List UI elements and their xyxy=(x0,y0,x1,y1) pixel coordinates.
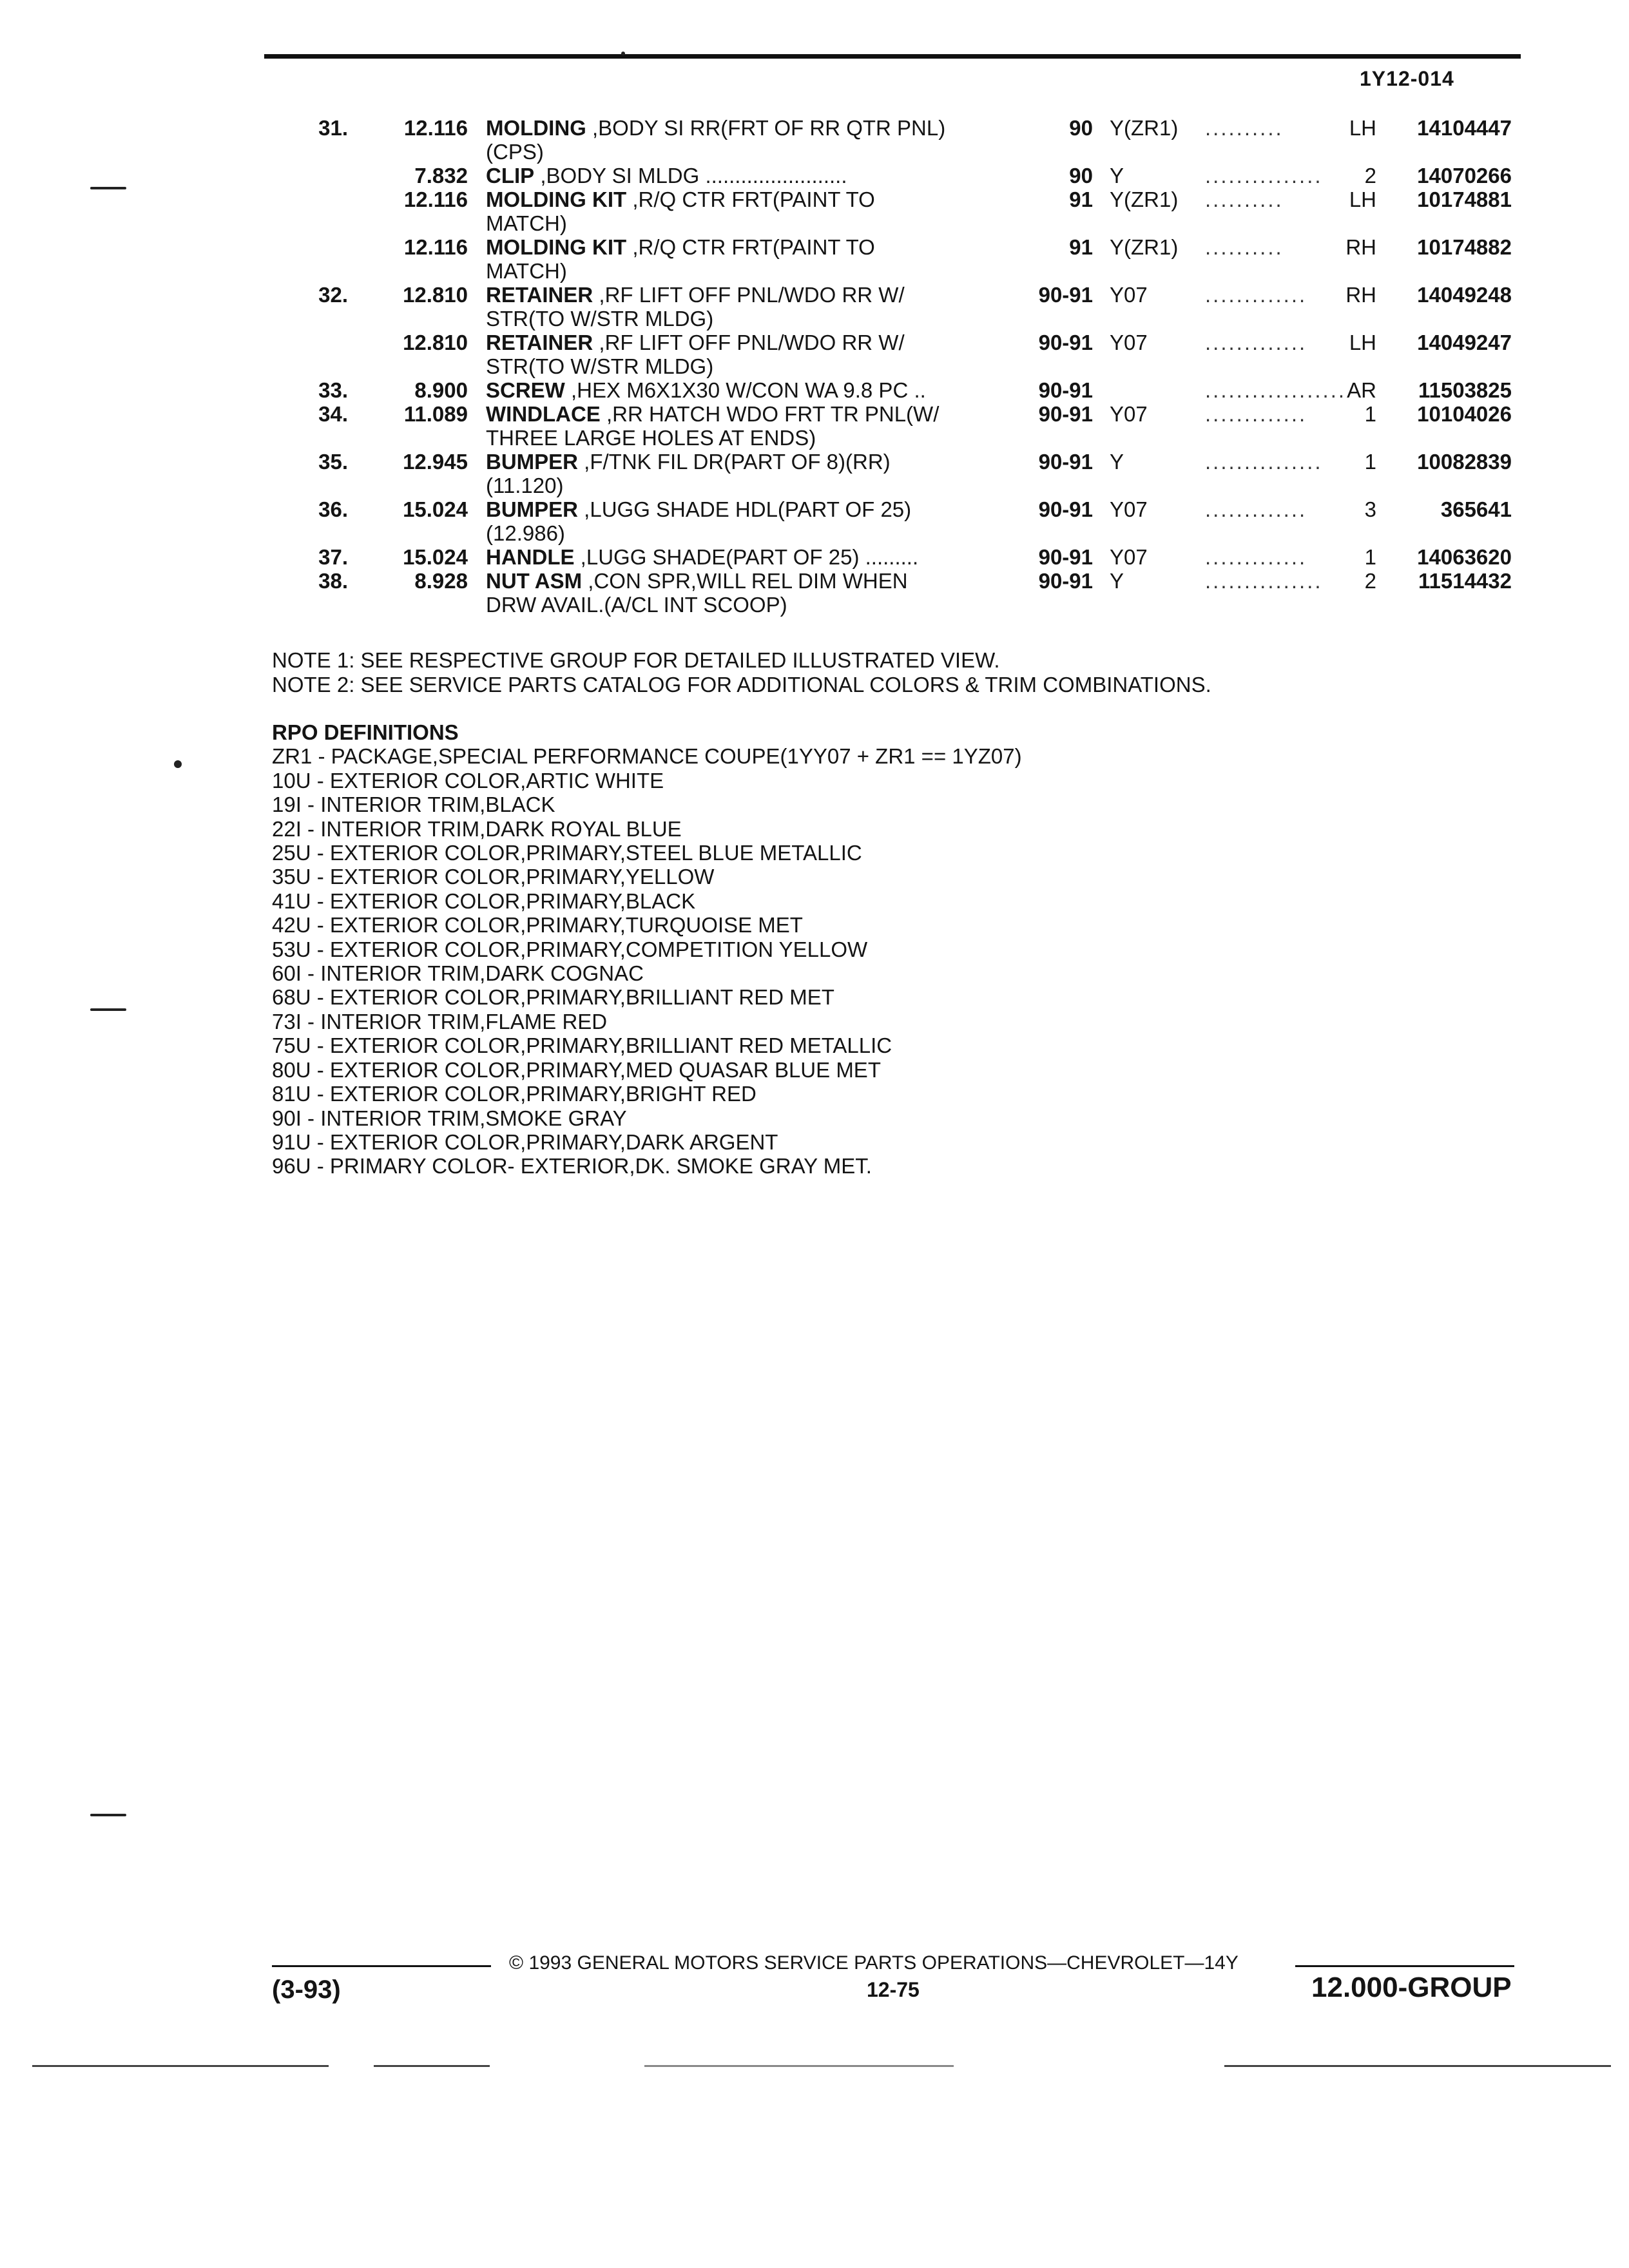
notes xyxy=(272,648,1211,697)
part-detail: ,BODY SI RR(FRT OF RR QTR PNL) xyxy=(586,116,946,140)
description xyxy=(486,378,926,402)
quantity: RH xyxy=(1345,235,1376,259)
part-detail: ,BODY SI MLDG ........................ xyxy=(534,164,847,187)
rpo-definition: 42U - EXTERIOR COLOR,PRIMARY,TURQUOISE MET xyxy=(272,913,803,937)
table-row xyxy=(0,116,1629,140)
top-rule xyxy=(264,54,1521,59)
part-number: 11514432 xyxy=(1418,569,1512,593)
table-row xyxy=(0,450,1629,474)
quantity: 3 xyxy=(1364,497,1376,521)
part-detail: ,R/Q CTR FRT(PAINT TO xyxy=(626,187,875,211)
table-row xyxy=(0,140,1629,164)
scan-mark xyxy=(174,760,182,768)
group-number: 8.928 xyxy=(414,569,468,593)
part-detail: (11.120) xyxy=(486,474,564,497)
item-number: 36. xyxy=(318,497,348,521)
bottom-rule-4 xyxy=(1224,2065,1611,2067)
rpo-code: Y07 xyxy=(1110,402,1148,426)
table-row xyxy=(0,354,1629,378)
rpo-definition: 25U - EXTERIOR COLOR,PRIMARY,STEEL BLUE METALLIC xyxy=(272,841,862,865)
part-detail: ,LUGG SHADE(PART OF 25) ......... xyxy=(574,545,919,569)
item-number: 35. xyxy=(318,450,348,474)
rpo-definitions xyxy=(272,720,1022,1178)
rpo-code: Y xyxy=(1110,569,1124,593)
part-number: 14070266 xyxy=(1417,164,1512,187)
leader-dots: ............. xyxy=(1205,497,1307,521)
part-detail: STR(TO W/STR MLDG) xyxy=(486,354,714,378)
rpo-definition: 75U - EXTERIOR COLOR,PRIMARY,BRILLIANT RED METALLIC xyxy=(272,1033,892,1058)
leader-dots: .......... xyxy=(1205,187,1284,211)
rpo-definition: 10U - EXTERIOR COLOR,ARTIC WHITE xyxy=(272,768,664,793)
part-number: 10174882 xyxy=(1417,235,1512,259)
model-years: 90 xyxy=(1069,116,1093,140)
table-row xyxy=(0,164,1629,187)
part-number: 10104026 xyxy=(1417,402,1512,426)
part-detail: STR(TO W/STR MLDG) xyxy=(486,307,714,331)
leader-dots: ............. xyxy=(1205,283,1307,307)
part-name: CLIP xyxy=(486,164,535,187)
leader-dots: ............... xyxy=(1205,450,1323,474)
group-number: 11.089 xyxy=(403,402,468,426)
table-row xyxy=(0,187,1629,211)
rpo-definition: 96U - PRIMARY COLOR- EXTERIOR,DK. SMOKE GRAY MET. xyxy=(272,1154,872,1178)
description xyxy=(486,211,567,235)
table-row xyxy=(0,474,1629,497)
rpo-code: Y(ZR1) xyxy=(1110,187,1179,211)
part-detail: ,RF LIFT OFF PNL/WDO RR W/ xyxy=(593,331,905,354)
description xyxy=(486,235,875,259)
part-detail: MATCH) xyxy=(486,211,567,235)
rpo-definition: 91U - EXTERIOR COLOR,PRIMARY,DARK ARGENT xyxy=(272,1129,778,1154)
part-detail: (12.986) xyxy=(486,521,565,545)
part-number: 14049247 xyxy=(1417,331,1512,354)
part-name: HANDLE xyxy=(486,545,575,569)
description xyxy=(486,426,816,450)
description xyxy=(486,116,945,140)
leader-dots: ............. xyxy=(1205,545,1307,569)
part-name: NUT ASM xyxy=(486,569,583,593)
quantity: 2 xyxy=(1364,164,1376,187)
rpo-definition: 53U - EXTERIOR COLOR,PRIMARY,COMPETITION YELLOW xyxy=(272,937,868,961)
part-name: BUMPER xyxy=(486,497,579,521)
description xyxy=(486,140,544,164)
quantity: 1 xyxy=(1364,545,1376,569)
part-number: 10082839 xyxy=(1417,450,1512,474)
group-number: 12.116 xyxy=(403,116,468,140)
part-name: RETAINER xyxy=(486,331,593,354)
model-years: 90-91 xyxy=(1038,331,1093,354)
part-detail: ,LUGG SHADE HDL(PART OF 25) xyxy=(578,497,912,521)
leader-dots: .................. xyxy=(1205,378,1347,402)
rpo-code: Y07 xyxy=(1110,283,1148,307)
table-row xyxy=(0,235,1629,259)
description xyxy=(486,545,918,569)
item-number: 37. xyxy=(318,545,348,569)
model-years: 90-91 xyxy=(1038,450,1093,474)
model-years: 90-91 xyxy=(1038,497,1093,521)
parts-table xyxy=(0,116,1629,617)
item-number: 33. xyxy=(318,378,348,402)
model-years: 90-91 xyxy=(1038,569,1093,593)
rpo-definition: 19I - INTERIOR TRIM,BLACK xyxy=(272,793,555,817)
model-years: 90 xyxy=(1069,164,1093,187)
model-years: 90-91 xyxy=(1038,545,1093,569)
leader-dots: ............. xyxy=(1205,402,1307,426)
table-row xyxy=(0,283,1629,307)
part-name: SCREW xyxy=(486,378,565,402)
part-detail: ,R/Q CTR FRT(PAINT TO xyxy=(626,235,875,259)
bottom-rule-2 xyxy=(374,2065,490,2067)
description xyxy=(486,259,567,283)
table-row xyxy=(0,593,1629,617)
scan-mark xyxy=(90,1008,126,1011)
quantity: LH xyxy=(1349,116,1376,140)
table-row xyxy=(0,402,1629,426)
leader-dots: ............... xyxy=(1205,569,1323,593)
group-label: 12.000-GROUP xyxy=(1311,1972,1512,2003)
rpo-code: Y07 xyxy=(1110,331,1148,354)
description xyxy=(486,307,713,331)
part-name: WINDLACE xyxy=(486,402,601,426)
table-row xyxy=(0,569,1629,593)
model-years: 91 xyxy=(1069,235,1093,259)
note-1: NOTE 1: SEE RESPECTIVE GROUP FOR DETAILED ILLUSTRATED VIEW. xyxy=(272,648,1000,672)
footer-rule-left xyxy=(272,1965,491,1967)
rpo-definition: 90I - INTERIOR TRIM,SMOKE GRAY xyxy=(272,1106,627,1130)
table-row xyxy=(0,378,1629,402)
table-row xyxy=(0,497,1629,521)
group-number: 12.810 xyxy=(403,331,468,354)
part-detail: ,CON SPR,WILL REL DIM WHEN xyxy=(582,569,908,593)
rpo-code: Y xyxy=(1110,450,1124,474)
table-row xyxy=(0,545,1629,569)
rpo-code: Y xyxy=(1110,164,1124,187)
rpo-code: Y(ZR1) xyxy=(1110,116,1179,140)
group-number: 15.024 xyxy=(403,497,468,521)
description xyxy=(486,402,939,426)
table-row xyxy=(0,521,1629,545)
group-number: 12.945 xyxy=(403,450,468,474)
description xyxy=(486,569,908,593)
group-number: 12.116 xyxy=(403,187,468,211)
rpo-definition: 80U - EXTERIOR COLOR,PRIMARY,MED QUASAR BLUE MET xyxy=(272,1057,881,1082)
part-number: 10174881 xyxy=(1417,187,1512,211)
group-number: 8.900 xyxy=(414,378,468,402)
model-years: 91 xyxy=(1069,187,1093,211)
table-row xyxy=(0,259,1629,283)
part-name: BUMPER xyxy=(486,450,579,474)
group-number: 15.024 xyxy=(403,545,468,569)
bottom-rule-1 xyxy=(32,2065,329,2067)
description xyxy=(486,450,891,474)
part-detail: THREE LARGE HOLES AT ENDS) xyxy=(486,426,816,450)
part-detail: DRW AVAIL.(A/CL INT SCOOP) xyxy=(486,593,787,617)
rpo-heading: RPO DEFINITIONS xyxy=(272,720,459,744)
quantity: 2 xyxy=(1364,569,1376,593)
leader-dots: ............... xyxy=(1205,164,1323,187)
quantity: LH xyxy=(1349,331,1376,354)
rpo-code: Y(ZR1) xyxy=(1110,235,1179,259)
page-id: 1Y12-014 xyxy=(1360,67,1454,90)
copyright: © 1993 GENERAL MOTORS SERVICE PARTS OPERATIONS—CHEVROLET—14Y xyxy=(509,1952,1239,1974)
item-number: 32. xyxy=(318,283,348,307)
description xyxy=(486,283,905,307)
part-number: 365641 xyxy=(1440,497,1512,521)
page-number: 12-75 xyxy=(867,1978,920,2001)
description xyxy=(486,187,875,211)
bottom-rule-3 xyxy=(644,2065,954,2067)
part-number: 11503825 xyxy=(1418,378,1512,402)
part-detail: ,HEX M6X1X30 W/CON WA 9.8 PC .. xyxy=(564,378,926,402)
model-years: 90-91 xyxy=(1038,283,1093,307)
description xyxy=(486,331,905,354)
table-row xyxy=(0,426,1629,450)
part-detail: MATCH) xyxy=(486,259,567,283)
table-row xyxy=(0,307,1629,331)
description xyxy=(486,497,911,521)
leader-dots: .......... xyxy=(1205,116,1284,140)
group-number: 7.832 xyxy=(414,164,468,187)
quantity: AR xyxy=(1347,378,1376,402)
quantity: 1 xyxy=(1364,402,1376,426)
description xyxy=(486,521,565,545)
table-row xyxy=(0,211,1629,235)
description xyxy=(486,474,563,497)
part-detail: ,RF LIFT OFF PNL/WDO RR W/ xyxy=(593,283,905,307)
rpo-definition: 81U - EXTERIOR COLOR,PRIMARY,BRIGHT RED xyxy=(272,1082,757,1106)
quantity: 1 xyxy=(1364,450,1376,474)
rpo-definition: 60I - INTERIOR TRIM,DARK COGNAC xyxy=(272,961,644,986)
rpo-definition: 73I - INTERIOR TRIM,FLAME RED xyxy=(272,1009,608,1033)
scan-mark xyxy=(621,52,625,55)
item-number: 31. xyxy=(318,116,348,140)
part-detail: (CPS) xyxy=(486,140,544,164)
model-years: 90-91 xyxy=(1038,402,1093,426)
note-2: NOTE 2: SEE SERVICE PARTS CATALOG FOR ADDITIONAL COLORS & TRIM COMBINATIONS. xyxy=(272,673,1211,697)
quantity: LH xyxy=(1349,187,1376,211)
part-name: MOLDING KIT xyxy=(486,235,627,259)
part-number: 14104447 xyxy=(1417,116,1512,140)
scan-mark xyxy=(90,187,126,189)
rpo-definition: 68U - EXTERIOR COLOR,PRIMARY,BRILLIANT RED MET xyxy=(272,985,834,1010)
table-row xyxy=(0,331,1629,354)
part-name: RETAINER xyxy=(486,283,593,307)
part-name: MOLDING xyxy=(486,116,586,140)
description xyxy=(486,593,787,617)
group-number: 12.810 xyxy=(403,283,468,307)
leader-dots: ............. xyxy=(1205,331,1307,354)
part-number: 14049248 xyxy=(1417,283,1512,307)
part-detail: ,F/TNK FIL DR(PART OF 8)(RR) xyxy=(578,450,891,474)
part-name: MOLDING KIT xyxy=(486,187,627,211)
description xyxy=(486,354,713,378)
part-number: 14063620 xyxy=(1417,545,1512,569)
rpo-definition: 22I - INTERIOR TRIM,DARK ROYAL BLUE xyxy=(272,816,682,841)
rpo-code: Y07 xyxy=(1110,497,1148,521)
group-number: 12.116 xyxy=(403,235,468,259)
rpo-definition: ZR1 - PACKAGE,SPECIAL PERFORMANCE COUPE(1YY07 + ZR1 == 1YZ07) xyxy=(272,744,1022,769)
rpo-code: Y07 xyxy=(1110,545,1148,569)
item-number: 34. xyxy=(318,402,348,426)
rpo-definition: 41U - EXTERIOR COLOR,PRIMARY,BLACK xyxy=(272,889,696,913)
footer-rule-right xyxy=(1295,1965,1514,1967)
date-code: (3-93) xyxy=(272,1975,341,2004)
item-number: 38. xyxy=(318,569,348,593)
scan-mark xyxy=(90,1814,126,1816)
part-detail: ,RR HATCH WDO FRT TR PNL(W/ xyxy=(600,402,940,426)
leader-dots: .......... xyxy=(1205,235,1284,259)
rpo-definition: 35U - EXTERIOR COLOR,PRIMARY,YELLOW xyxy=(272,865,715,889)
description xyxy=(486,164,847,187)
model-years: 90-91 xyxy=(1038,378,1093,402)
quantity: RH xyxy=(1345,283,1376,307)
